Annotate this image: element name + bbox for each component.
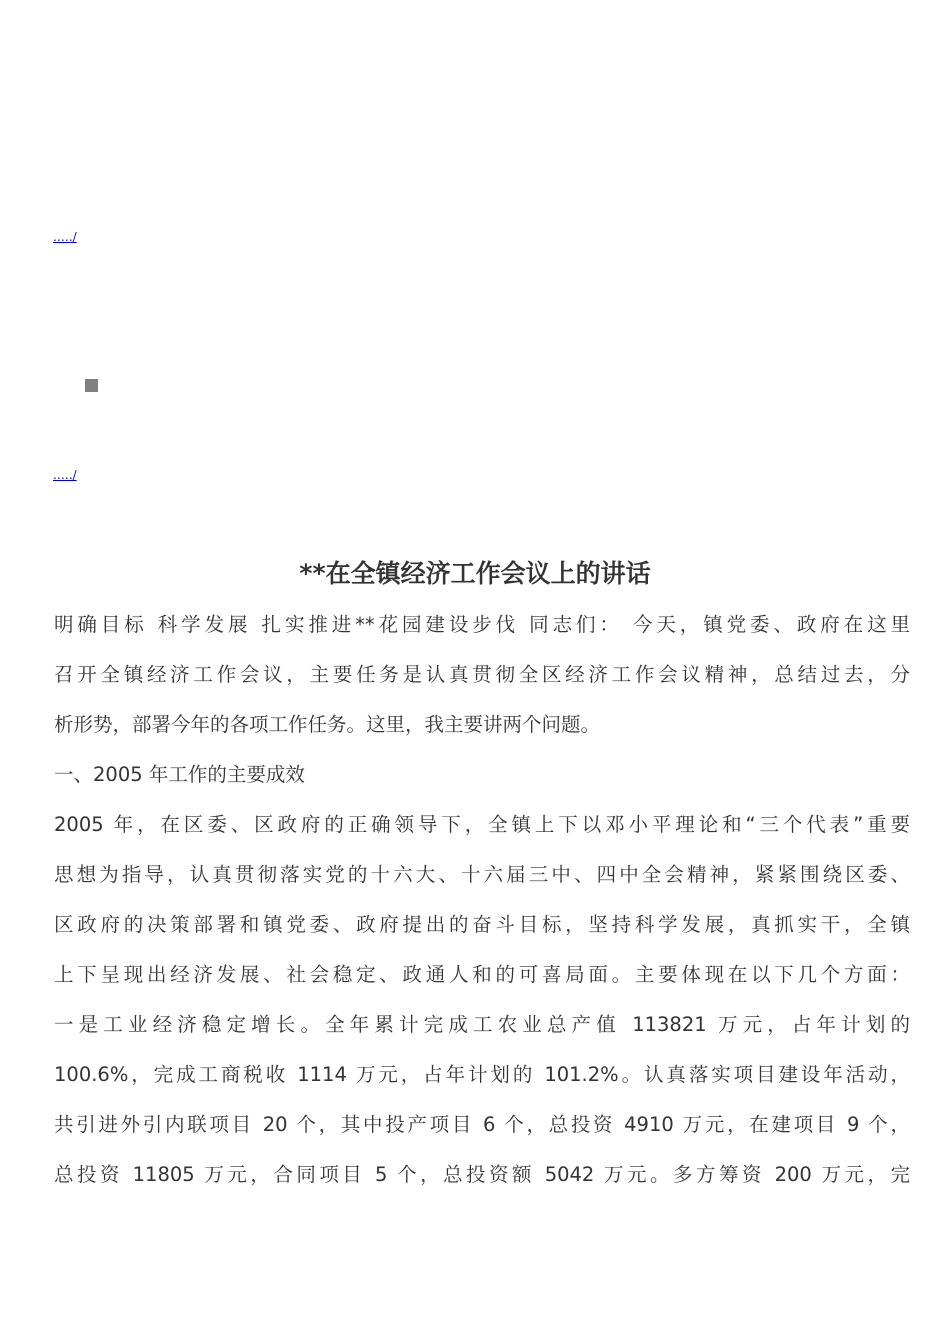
document-link-bottom[interactable]: .…./ (53, 468, 77, 482)
section-heading: 一、2005 年工作的主要成效 (54, 763, 305, 786)
body-line: 总投资 11805 万元，合同项目 5 个，总投资额 5042 万元。多方筹资 200 万元，完 (54, 1163, 910, 1186)
body-line: 明确目标 科学发展 扎实推进**花园建设步伐 同志们： 今天，镇党委、政府在这里 (54, 613, 910, 636)
document-link-top[interactable]: .…./ (53, 230, 77, 244)
body-line: 2005 年，在区委、区政府的正确领导下，全镇上下以邓小平理论和“三个代表”重要 (54, 813, 910, 836)
body-line: 共引进外引内联项目 20 个，其中投产项目 6 个，总投资 4910 万元，在建项目 9 个， (54, 1113, 910, 1136)
body-line: 一是工业经济稳定增长。全年累计完成工农业总产值 113821 万元，占年计划的 (54, 1013, 910, 1036)
body-line: 召开全镇经济工作会议，主要任务是认真贯彻全区经济工作会议精神，总结过去，分 (54, 663, 910, 686)
bullet-square-icon (85, 379, 98, 392)
document-title: **在全镇经济工作会议上的讲话 (299, 559, 651, 588)
body-line: 析形势，部署今年的各项工作任务。这里，我主要讲两个问题。 (54, 713, 601, 736)
body-line: 上下呈现出经济发展、社会稳定、政通人和的可喜局面。主要体现在以下几个方面： (54, 963, 910, 986)
body-line: 区政府的决策部署和镇党委、政府提出的奋斗目标，坚持科学发展，真抓实干，全镇 (54, 913, 910, 936)
body-line: 100.6%，完成工商税收 1114 万元，占年计划的 101.2%。认真落实项目建设年活动， (54, 1063, 910, 1086)
document-body (54, 600, 910, 1200)
body-line: 思想为指导，认真贯彻落实党的十六大、十六届三中、四中全会精神，紧紧围绕区委、 (54, 863, 910, 886)
